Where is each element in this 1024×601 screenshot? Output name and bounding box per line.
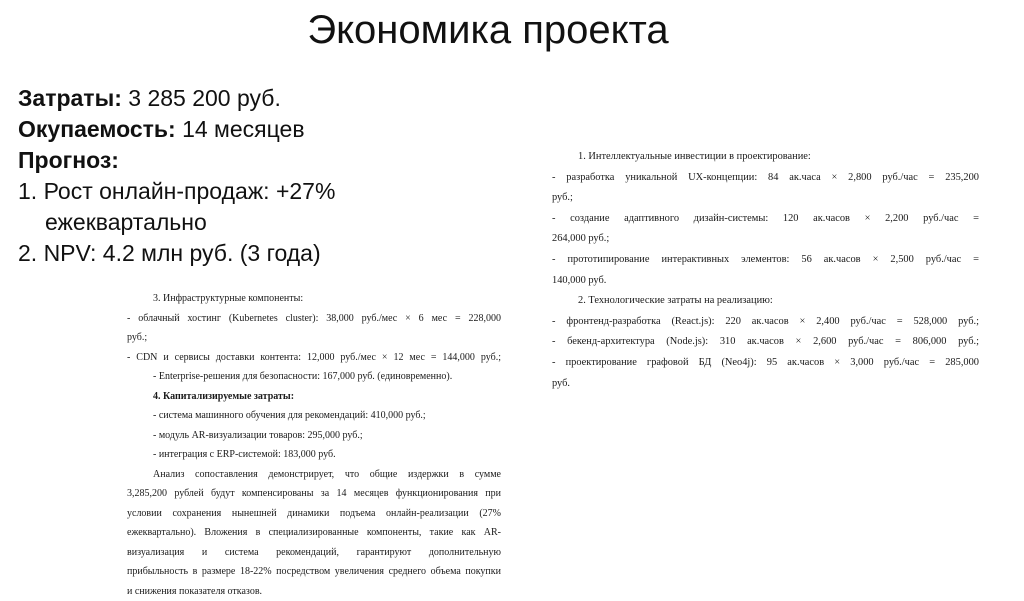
doc-left-line: - модуль AR-визуализации товаров: 295,000 руб.; <box>127 426 501 446</box>
doc-right-line: - проектирование графовой БД (Neo4j): 95 ак.часов × 3,000 руб./час = 285,000 <box>552 353 979 374</box>
doc-right-line: - фронтенд-разработка (React.js): 220 ак.часов × 2,400 руб./час = 528,000 руб.; <box>552 312 979 333</box>
document-excerpt-right <box>552 147 979 394</box>
summary-block <box>18 83 438 269</box>
forecast-item-2: 2. NPV: 4.2 млн руб. (3 года) <box>18 238 438 269</box>
doc-left-line: - Enterprise-решения для безопасности: 167,000 руб. (единовременно). <box>127 367 501 387</box>
doc-left-line: руб.; <box>127 328 501 348</box>
doc-left-line: - облачный хостинг (Kubernetes cluster): 38,000 руб./мес × 6 мес = 228,000 <box>127 309 501 329</box>
doc-right-line: - прототипирование интерактивных элементов: 56 ак.часов × 2,500 руб./час = <box>552 250 979 271</box>
forecast-item-1: 1. Рост онлайн-продаж: +27% <box>18 176 438 207</box>
doc-right-line: руб.; <box>552 188 979 209</box>
doc-left-line: прибыльность в размере 18-22% посредством увеличения среднего объема покупки <box>127 562 501 582</box>
doc-left-line: ежеквартально). Вложения в специализированные компоненты, такие как AR- <box>127 523 501 543</box>
slide-title: Экономика проекта <box>0 6 976 54</box>
doc-left-line: 4. Капитализируемые затраты: <box>127 387 501 407</box>
doc-left-line: и снижения показателя отказов. <box>127 582 501 601</box>
doc-right-line: - создание адаптивного дизайн-системы: 120 ак.часов × 2,200 руб./час = <box>552 209 979 230</box>
doc-right-line: 264,000 руб.; <box>552 229 979 250</box>
payback-value: 14 месяцев <box>176 116 305 142</box>
forecast-label: Прогноз: <box>18 147 119 173</box>
doc-left-line: - система машинного обучения для рекомендаций: 410,000 руб.; <box>127 406 501 426</box>
document-excerpt-left <box>127 289 501 601</box>
doc-left-line: визуализация и система рекомендаций, гарантируют дополнительную <box>127 543 501 563</box>
doc-left-line: 3,285,200 рублей будут компенсированы за 14 месяцев функционирования при <box>127 484 501 504</box>
doc-right-line: - разработка уникальной UX-концепции: 84 ак.часа × 2,800 руб./час = 235,200 <box>552 168 979 189</box>
costs-label: Затраты: <box>18 85 122 111</box>
payback-line <box>18 114 438 145</box>
costs-value: 3 285 200 руб. <box>122 85 281 111</box>
doc-right-line: руб. <box>552 374 979 395</box>
costs-line <box>18 83 438 114</box>
doc-right-line: 140,000 руб. <box>552 271 979 292</box>
doc-right-line: 2. Технологические затраты на реализацию: <box>552 291 979 312</box>
doc-left-line: условии сохранения нынешней динамики подъема онлайн-реализации (27% <box>127 504 501 524</box>
payback-label: Окупаемость: <box>18 116 176 142</box>
doc-left-line: - интеграция с ERP-системой: 183,000 руб. <box>127 445 501 465</box>
doc-right-line: - бекенд-архитектура (Node.js): 310 ак.часов × 2,600 руб./час = 806,000 руб.; <box>552 332 979 353</box>
doc-left-line: Анализ сопоставления демонстрирует, что общие издержки в сумме <box>127 465 501 485</box>
forecast-label-line <box>18 145 438 176</box>
doc-left-line: - CDN и сервисы доставки контента: 12,000 руб./мес × 12 мес = 144,000 руб.; <box>127 348 501 368</box>
forecast-item-1-cont: ежеквартально <box>18 207 438 238</box>
doc-right-line: 1. Интеллектуальные инвестиции в проектирование: <box>552 147 979 168</box>
doc-left-line: 3. Инфраструктурные компоненты: <box>127 289 501 309</box>
